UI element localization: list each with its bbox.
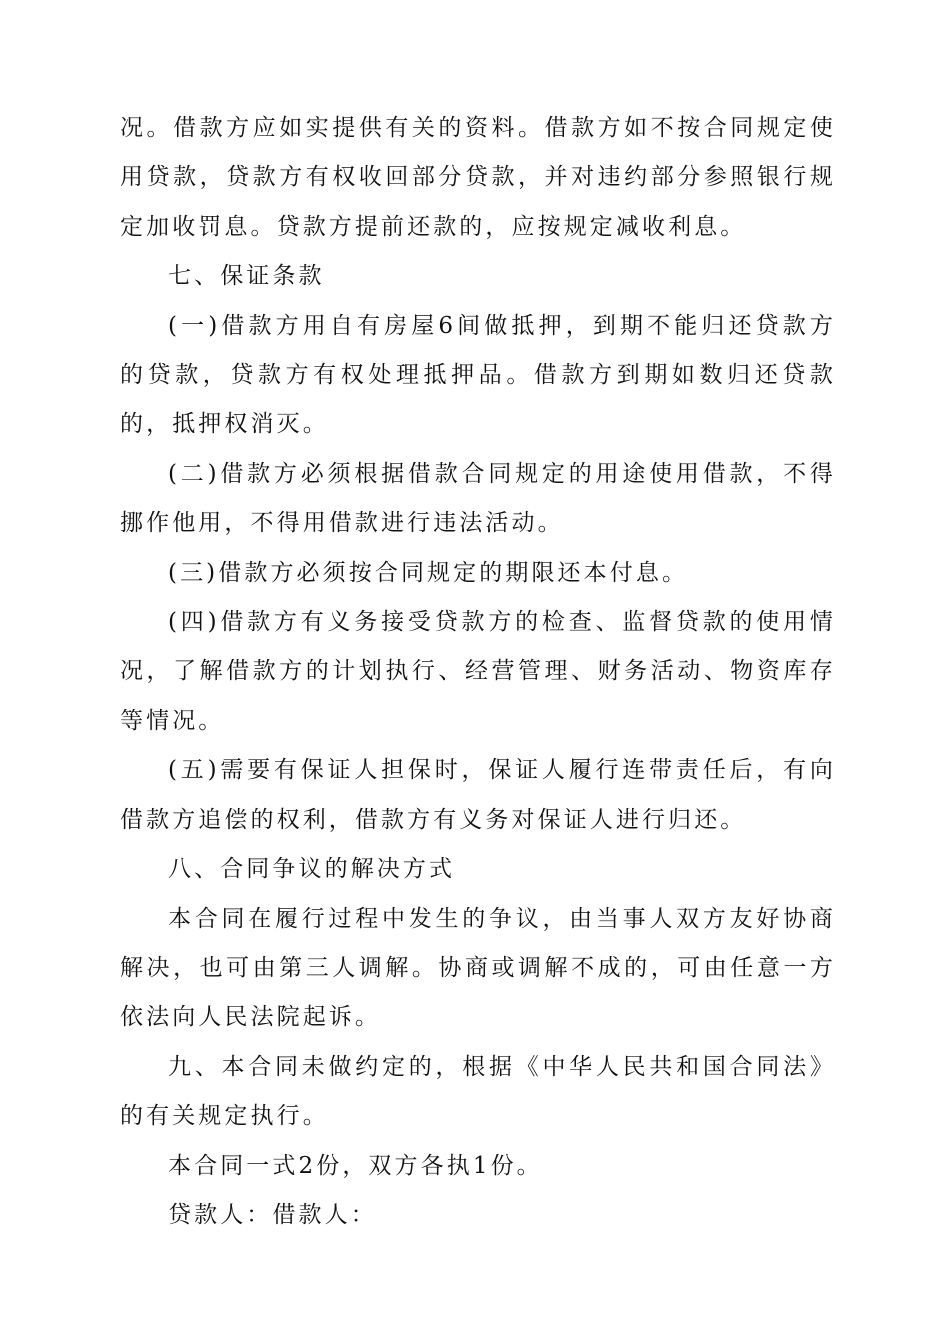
clause-repayment: (三)借款方必须按合同规定的期限还本付息。	[168, 559, 689, 586]
section-unspecified-matters: 九、本合同未做约定的，根据《中华人民共和国合同法》的有关规定执行。	[120, 1053, 836, 1130]
clause-mortgage: (一)借款方用自有房屋6间做抵押，到期不能归还贷款方的贷款，贷款方有权处理抵押品。借款方到期如数归还贷款的，抵押权消灭。	[120, 312, 836, 438]
copies-statement: 本合同一式2份，双方各执1份。	[168, 1152, 543, 1179]
clause-guarantor: (五)需要有保证人担保时，保证人履行连带责任后，有向借款方追偿的权利，借款方有义务对保证人进行归还。	[120, 757, 836, 833]
paragraph-continuation: 况。借款方应如实提供有关的资料。借款方如不按合同规定使用贷款，贷款方有权收回部分贷款，并对违约部分参照银行规定加收罚息。贷款方提前还款的，应按规定减收利息。	[120, 115, 836, 240]
clause-dispute-resolution: 本合同在履行过程中发生的争议，由当事人双方友好协商解决，也可由第三人调解。协商或调解不成的，可由任意一方依法向人民法院起诉。	[120, 905, 836, 1031]
section-heading-dispute: 八、合同争议的解决方式	[168, 856, 456, 883]
document-body	[120, 104, 836, 1240]
clause-inspection: (四)借款方有义务接受贷款方的检查、监督贷款的使用情况，了解借款方的计划执行、经营管理、财务活动、物资库存等情况。	[120, 609, 836, 734]
clause-usage: (二)借款方必须根据借款合同规定的用途使用借款，不得挪作他用，不得用借款进行违法活动。	[120, 460, 836, 537]
section-heading-guarantee: 七、保证条款	[168, 263, 325, 290]
signature-line: 贷款人：借款人：	[168, 1201, 377, 1228]
